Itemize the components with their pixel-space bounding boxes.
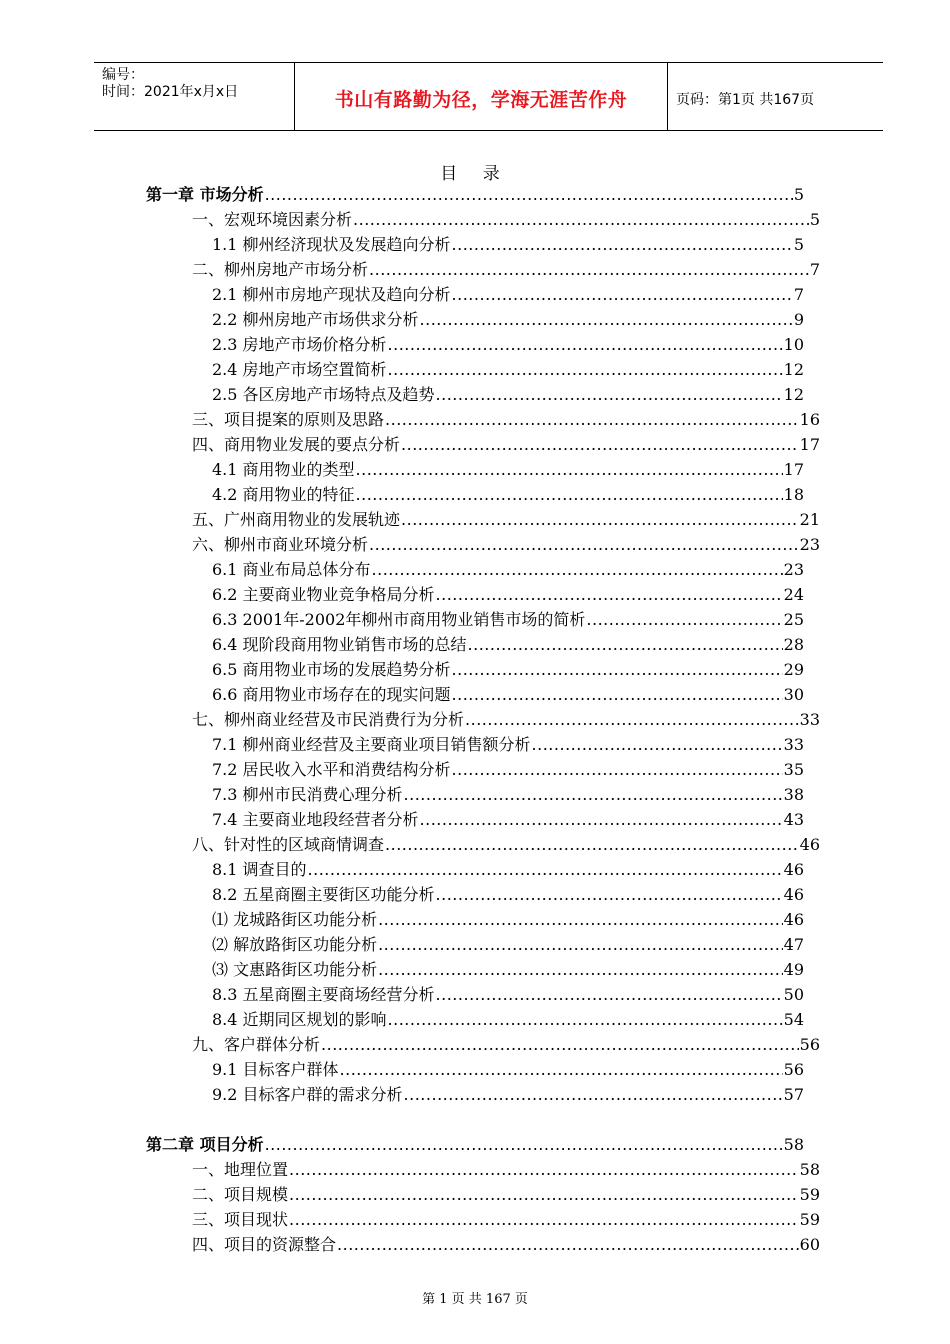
toc-leader-dots (378, 907, 783, 932)
toc-entry-label: 9.1 目标客户群体 (212, 1060, 339, 1079)
toc-entry[interactable] (192, 707, 820, 732)
toc-entry-page: 58 (783, 1135, 804, 1154)
toc-entry-page: 16 (799, 410, 820, 429)
toc-leader-dots (401, 432, 799, 457)
toc-entry-label: 第一章 市场分析 (146, 185, 264, 204)
toc-entry[interactable] (192, 207, 820, 232)
toc-entry-label: 一、地理位置 (192, 1160, 289, 1179)
toc-entry[interactable] (192, 1182, 820, 1207)
toc-entry-label: 五、广州商用物业的发展轨迹 (192, 510, 401, 529)
toc-entry[interactable] (212, 682, 804, 707)
toc-leader-dots (404, 1082, 783, 1107)
toc-entry[interactable] (192, 532, 820, 557)
toc-entry-page: 21 (799, 510, 820, 529)
toc-entry[interactable] (212, 882, 804, 907)
toc-entry-label: 7.3 柳州市民消费心理分析 (212, 785, 403, 804)
toc-leader-dots (452, 682, 783, 707)
toc-entry-page: 17 (799, 435, 820, 454)
toc-leader-dots (369, 532, 799, 557)
toc-leader-dots (388, 332, 783, 357)
header-page-info: 页码：第1页 共167页 (676, 92, 815, 108)
header-meta (102, 67, 292, 101)
toc-leader-dots (369, 257, 809, 282)
toc-entry-page: 12 (783, 360, 804, 379)
toc-entry-label: 2.3 房地产市场价格分析 (212, 335, 387, 354)
toc-entry-page: 5 (793, 235, 804, 254)
toc-leader-dots (452, 657, 783, 682)
toc-entry[interactable] (212, 1082, 804, 1107)
toc-leader-dots (378, 957, 783, 982)
toc-leader-dots (388, 1007, 783, 1032)
toc-entry-label: 六、柳州市商业环境分析 (192, 535, 369, 554)
toc-leader-dots (289, 1207, 799, 1232)
toc-entry-page: 54 (783, 1010, 804, 1029)
toc-entry-label: 一、宏观环境因素分析 (192, 210, 353, 229)
toc-entry-label: 8.2 五星商圈主要街区功能分析 (212, 885, 435, 904)
toc-entry-label: 七、柳州商业经营及市民消费行为分析 (192, 710, 465, 729)
toc-entry[interactable] (212, 732, 804, 757)
toc-entry[interactable] (192, 1207, 820, 1232)
toc-entry[interactable] (212, 932, 804, 957)
toc-entry-label: 四、项目的资源整合 (192, 1235, 337, 1254)
toc-leader-dots (465, 707, 799, 732)
toc-entry-label: 6.6 商用物业市场存在的现实问题 (212, 685, 451, 704)
toc-entry-label: 四、商用物业发展的要点分析 (192, 435, 401, 454)
toc-entry[interactable] (212, 632, 804, 657)
toc-leader-dots (586, 607, 782, 632)
toc-leader-dots (401, 507, 799, 532)
toc-entry-page: 30 (783, 685, 804, 704)
toc-leader-dots (356, 482, 783, 507)
toc-entry-label: 6.2 主要商业物业竞争格局分析 (212, 585, 435, 604)
toc-leader-dots (452, 757, 783, 782)
toc-entry-page: 49 (783, 960, 804, 979)
toc-chapter-entry[interactable] (146, 1132, 804, 1157)
toc-leader-dots (452, 282, 793, 307)
toc-leader-dots (436, 382, 783, 407)
toc-entry[interactable] (212, 607, 804, 632)
toc-entry-page: 46 (783, 885, 804, 904)
toc-entry-page: 58 (799, 1160, 820, 1179)
toc-entry-page: 10 (783, 335, 804, 354)
toc-leader-dots (378, 932, 783, 957)
toc-leader-dots (436, 982, 783, 1007)
toc-entry[interactable] (212, 382, 804, 407)
toc-entry-page: 18 (783, 485, 804, 504)
toc-entry-page: 17 (783, 460, 804, 479)
toc-leader-dots (532, 732, 783, 757)
toc-leader-dots (356, 457, 783, 482)
toc-leader-dots (436, 582, 783, 607)
toc-entry-label: 1.1 柳州经济现状及发展趋向分析 (212, 235, 451, 254)
toc-entry-label: 2.4 房地产市场空置简析 (212, 360, 387, 379)
toc-entry-label: 九、客户群体分析 (192, 1035, 321, 1054)
toc-entry-page: 57 (783, 1085, 804, 1104)
toc-entry-label: 2.5 各区房地产市场特点及趋势 (212, 385, 435, 404)
toc-leader-dots (436, 882, 783, 907)
toc-entry-page: 5 (809, 210, 820, 229)
page-header (94, 62, 883, 131)
toc-entry-label: 6.4 现阶段商用物业销售市场的总结 (212, 635, 467, 654)
toc-entry-page: 33 (783, 735, 804, 754)
toc-entry-page: 46 (783, 910, 804, 929)
toc-entry-label: 7.2 居民收入水平和消费结构分析 (212, 760, 451, 779)
toc-entry-label: 二、项目规模 (192, 1185, 289, 1204)
toc-entry-page: 25 (783, 610, 804, 629)
toc-entry-label: 4.1 商用物业的类型 (212, 460, 355, 479)
toc-entry-page: 60 (799, 1235, 820, 1254)
toc-entry[interactable] (212, 232, 804, 257)
toc-entry[interactable] (192, 257, 820, 282)
toc-entry[interactable] (192, 507, 820, 532)
toc-entry-page: 12 (783, 385, 804, 404)
toc-entry-label: 8.1 调查目的 (212, 860, 307, 879)
toc-entry-page: 56 (783, 1060, 804, 1079)
toc-entry[interactable] (192, 407, 820, 432)
toc-entry-page: 7 (793, 285, 804, 304)
toc-entry[interactable] (212, 1057, 804, 1082)
toc-entry[interactable] (192, 432, 820, 457)
toc-leader-dots (420, 807, 783, 832)
toc-entry[interactable] (212, 957, 804, 982)
toc-entry[interactable] (212, 857, 804, 882)
toc-leader-dots (404, 782, 783, 807)
toc-entry-page: 23 (783, 560, 804, 579)
toc-leader-dots (420, 307, 793, 332)
toc-leader-dots (265, 182, 793, 207)
toc-entry[interactable] (212, 982, 804, 1007)
toc-entry[interactable] (212, 332, 804, 357)
toc-entry-label: 6.1 商业布局总体分布 (212, 560, 371, 579)
toc-entry-page: 5 (793, 185, 804, 204)
toc-entry[interactable] (212, 782, 804, 807)
toc-entry[interactable] (212, 307, 804, 332)
toc-entry-label: ⑴ 龙城路街区功能分析 (212, 910, 378, 929)
toc-entry-label: 6.5 商用物业市场的发展趋势分析 (212, 660, 451, 679)
page-footer: 第 1 页 共 167 页 (422, 1292, 528, 1307)
toc-entry-page: 43 (783, 810, 804, 829)
toc-leader-dots (289, 1157, 799, 1182)
toc-leader-dots (388, 357, 783, 382)
toc-entry-label: 4.2 商用物业的特征 (212, 485, 355, 504)
toc-entry[interactable] (212, 907, 804, 932)
toc-entry[interactable] (192, 1032, 820, 1057)
toc-entry-page: 7 (809, 260, 820, 279)
header-motto: 书山有路勤为径，学海无涯苦作舟 (334, 89, 628, 111)
toc-leader-dots (385, 832, 799, 857)
toc-entry-page: 50 (783, 985, 804, 1004)
toc-entry-label: 8.4 近期同区规划的影响 (212, 1010, 387, 1029)
toc-entry-label: 2.1 柳州市房地产现状及趋向分析 (212, 285, 451, 304)
toc-entry[interactable] (212, 1007, 804, 1032)
toc-chapter-entry[interactable] (146, 182, 804, 207)
toc-entry-page: 59 (799, 1185, 820, 1204)
toc-leader-dots (289, 1182, 799, 1207)
toc-entry-label: 八、针对性的区域商情调查 (192, 835, 385, 854)
toc-entry-label: 7.1 柳州商业经营及主要商业项目销售额分析 (212, 735, 531, 754)
toc-leader-dots (452, 232, 793, 257)
toc-leader-dots (337, 1232, 799, 1257)
toc-entry-label: 二、柳州房地产市场分析 (192, 260, 369, 279)
toc-entry-page: 29 (783, 660, 804, 679)
toc-entry[interactable] (212, 657, 804, 682)
toc-entry-page: 9 (793, 310, 804, 329)
toc-entry[interactable] (192, 832, 820, 857)
toc-leader-dots (321, 1032, 799, 1057)
toc-entry-page: 56 (799, 1035, 820, 1054)
toc-entry[interactable] (212, 282, 804, 307)
toc-entry-label: 6.3 2001年-2002年柳州市商用物业销售市场的简析 (212, 610, 586, 629)
toc-entry-label: 9.2 目标客户群的需求分析 (212, 1085, 403, 1104)
time-label: 时间：2021年x月x日 (102, 84, 239, 100)
toc-entry-page: 28 (783, 635, 804, 654)
toc-entry-label: 第二章 项目分析 (146, 1135, 264, 1154)
toc-entry[interactable] (212, 582, 804, 607)
toc-entry[interactable] (212, 807, 804, 832)
toc-entry[interactable] (212, 482, 804, 507)
toc-entry[interactable] (212, 557, 804, 582)
toc-entry[interactable] (212, 457, 804, 482)
header-divider (667, 63, 668, 130)
toc-entry-page: 59 (799, 1210, 820, 1229)
toc-entry-page: 24 (783, 585, 804, 604)
toc-leader-dots (385, 407, 799, 432)
toc-entry-label: ⑵ 解放路街区功能分析 (212, 935, 378, 954)
toc-leader-dots (340, 1057, 783, 1082)
toc-entry-page: 38 (783, 785, 804, 804)
toc-entry-label: 三、项目提案的原则及思路 (192, 410, 385, 429)
toc-entry-page: 47 (783, 935, 804, 954)
toc-leader-dots (308, 857, 783, 882)
toc-entry-label: 7.4 主要商业地段经营者分析 (212, 810, 419, 829)
toc-entry-page: 23 (799, 535, 820, 554)
toc-entry[interactable] (212, 357, 804, 382)
number-label: 编号： (102, 67, 144, 83)
toc-entry-label: 8.3 五星商圈主要商场经营分析 (212, 985, 435, 1004)
toc-entry-label: 2.2 柳州房地产市场供求分析 (212, 310, 419, 329)
toc-entry-page: 35 (783, 760, 804, 779)
toc-entry[interactable] (192, 1157, 820, 1182)
toc-leader-dots (372, 557, 783, 582)
toc-entry-page: 46 (783, 860, 804, 879)
toc-entry-page: 46 (799, 835, 820, 854)
toc-leader-dots (353, 207, 809, 232)
toc-leader-dots (468, 632, 783, 657)
toc-entry-label: ⑶ 文惠路街区功能分析 (212, 960, 378, 979)
toc-entry[interactable] (212, 757, 804, 782)
toc-entry-page: 33 (799, 710, 820, 729)
toc-entry-label: 三、项目现状 (192, 1210, 289, 1229)
toc-entry[interactable] (192, 1232, 820, 1257)
toc-leader-dots (265, 1132, 783, 1157)
toc-title: 目 录 (440, 164, 510, 184)
